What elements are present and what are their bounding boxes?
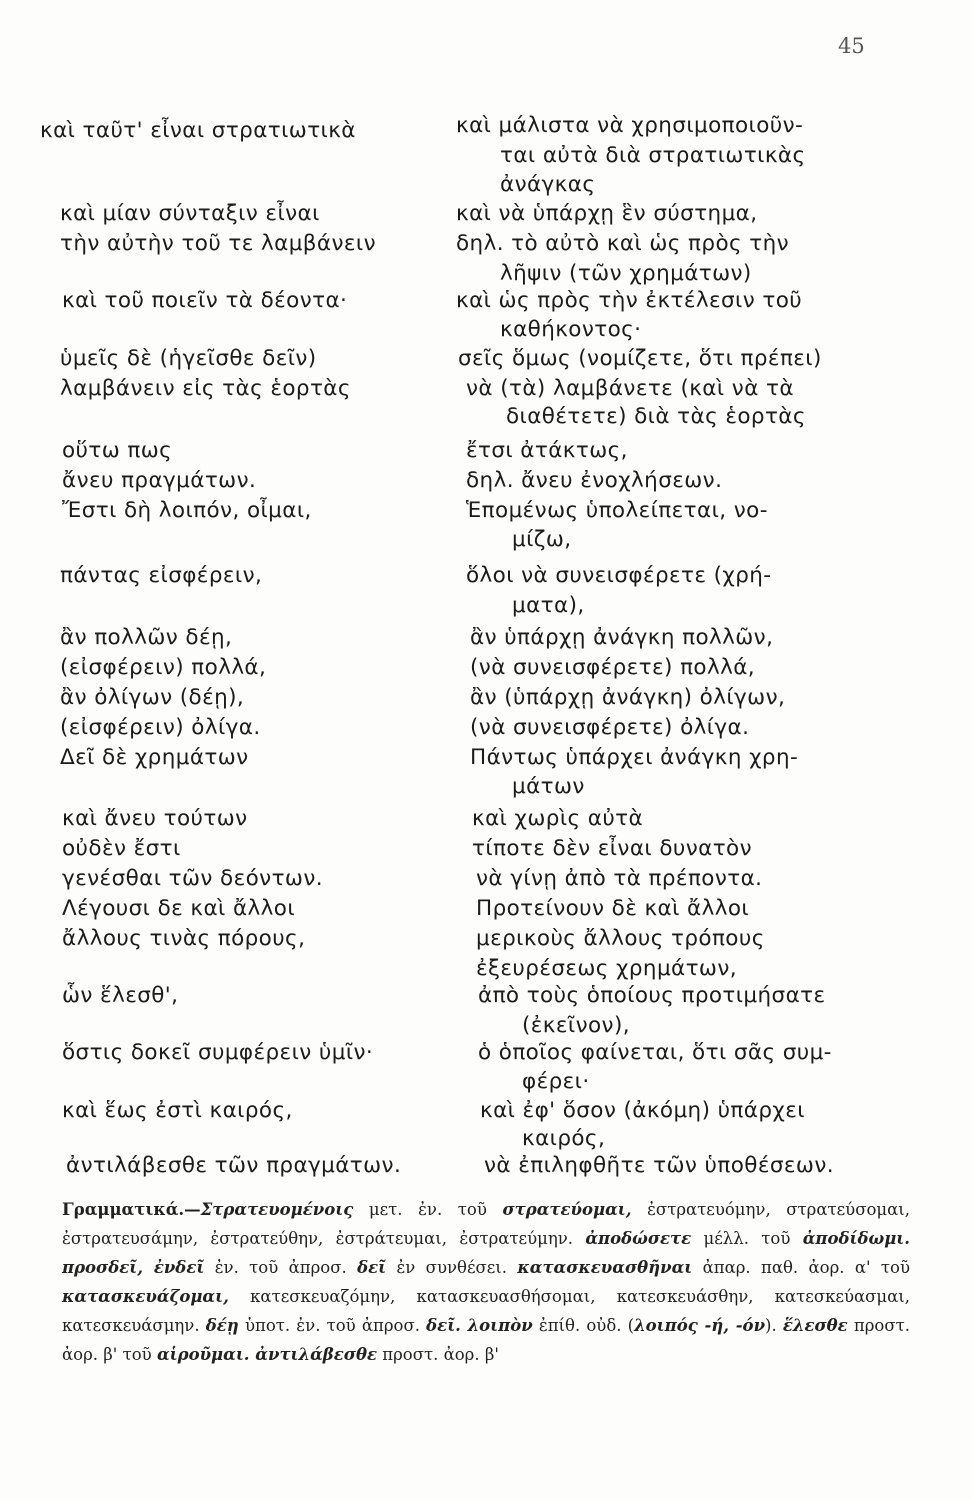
translation-line: (νὰ συνεισφέρετε) ὀλίγα. bbox=[470, 715, 750, 740]
ancient-text-line: ὧν ἕλεσθ', bbox=[62, 983, 179, 1008]
translation-line: ἀνάγκας bbox=[500, 172, 596, 197]
grammar-term: λοιπός -ή, -όν bbox=[634, 1316, 766, 1335]
translation-line: Ἑπομένως ὑπολείπεται, νο- bbox=[466, 498, 768, 523]
grammar-text: ἐπίθ. οὐδ. ( bbox=[532, 1316, 635, 1335]
page-number: 45 bbox=[838, 34, 865, 58]
grammar-term: Στρατευομένοις bbox=[200, 1200, 354, 1219]
translation-line: ἀπὸ τοὺς ὁποίους προτιμήσατε bbox=[478, 983, 826, 1008]
translation-line: ται αὐτὰ διὰ στρατιωτικὰς bbox=[500, 143, 806, 168]
translation-line: δηλ. ἄνευ ἐνοχλήσεων. bbox=[466, 468, 723, 493]
ancient-text-line: ἂν πολλῶν δέῃ, bbox=[60, 625, 233, 650]
grammar-text: ἐν. τοῦ ἀπροσ. bbox=[204, 1258, 358, 1277]
grammar-term: δεῖ bbox=[357, 1258, 387, 1277]
grammar-text: ἐστρατευόμην, στρατεύσομαι, ἐστρατευσάμην, ἐστρατεύθην, ἐστράτευμαι, ἐστρατεύμην. bbox=[62, 1200, 910, 1248]
ancient-text-line: (εἰσφέρειν) πολλά, bbox=[60, 655, 267, 680]
grammar-text: μετ. ἐν. τοῦ bbox=[353, 1200, 503, 1219]
ancient-text-line: γενέσθαι τῶν δεόντων. bbox=[62, 866, 323, 891]
ancient-text-line: καὶ τοῦ ποιεῖν τὰ δέοντα· bbox=[62, 288, 348, 313]
grammar-text: ἐν συνθέσει. bbox=[386, 1258, 518, 1277]
translation-line: καὶ ὡς πρὸς τὴν ἐκτέλεσιν τοῦ bbox=[456, 288, 803, 313]
ancient-text-line: ὅστις δοκεῖ συμφέρειν ὑμῖν· bbox=[62, 1040, 374, 1065]
translation-line: λῆψιν (τῶν χρημάτων) bbox=[500, 261, 752, 286]
translation-line: νὰ γίνῃ ἀπὸ τὰ πρέποντα. bbox=[476, 866, 763, 891]
translation-line: νὰ (τὰ) λαμβάνετε (καὶ νὰ τὰ bbox=[466, 376, 794, 401]
translation-line: ἂν ὑπάρχῃ ἀνάγκη πολλῶν, bbox=[470, 625, 774, 650]
translation-line: ἐξευρέσεως χρημάτων, bbox=[476, 956, 737, 981]
translation-line: καθήκοντος· bbox=[500, 317, 642, 342]
translation-line: καὶ χωρὶς αὐτὰ bbox=[472, 806, 644, 831]
translation-line: Προτείνουν δὲ καὶ ἄλλοι bbox=[476, 896, 750, 921]
ancient-text-line: ἂν ὀλίγων (δέῃ), bbox=[60, 685, 245, 710]
grammar-heading: Γραμματικά.— bbox=[62, 1200, 201, 1219]
ancient-text-line: ὑμεῖς δὲ (ἡγεῖσθε δεῖν) bbox=[60, 346, 317, 371]
ancient-text-line: ἄλλους τινὰς πόρους, bbox=[62, 926, 306, 951]
grammar-term: δεῖ. λοιπὸν bbox=[426, 1316, 533, 1335]
grammar-text: κατεσκευαζόμην, κατασκευασθήσομαι, κατεσκευάσθην, κατεσκεύασμαι, κατεσκευάσμην. bbox=[62, 1287, 910, 1335]
ancient-text-line: (εἰσφέρειν) ὀλίγα. bbox=[60, 715, 261, 740]
grammar-term: ἀποδώσετε bbox=[585, 1229, 692, 1248]
translation-line: μάτων bbox=[512, 774, 585, 799]
ancient-text-line: καὶ μίαν σύνταξιν εἶναι bbox=[60, 201, 320, 226]
translation-line: ἔτσι ἀτάκτως, bbox=[466, 438, 628, 463]
grammar-term: ἕλεσθε bbox=[782, 1316, 848, 1335]
grammar-text: μέλλ. τοῦ bbox=[691, 1229, 803, 1248]
translation-line: Πάντως ὑπάρχει ἀνάγκη χρη- bbox=[470, 745, 799, 770]
ancient-text-line: ἄνευ πραγμάτων. bbox=[62, 468, 257, 493]
translation-line: δηλ. τὸ αὐτὸ καὶ ὡς πρὸς τὴν bbox=[456, 231, 790, 256]
translation-line: ἂν (ὑπάρχῃ ἀνάγκη) ὀλίγων, bbox=[470, 685, 786, 710]
translation-line: ὁ ὁποῖος φαίνεται, ὅτι σᾶς συμ- bbox=[478, 1040, 832, 1065]
ancient-text-line: καὶ ταῦτ' εἶναι στρατιωτικὰ bbox=[40, 118, 356, 143]
grammar-term: δέῃ bbox=[205, 1316, 239, 1335]
ancient-text-line: καὶ ἕως ἐστὶ καιρός, bbox=[62, 1098, 293, 1123]
translation-line: τίποτε δὲν εἶναι δυνατὸν bbox=[472, 836, 753, 861]
translation-line: διαθέτετε) διὰ τὰς ἑορτὰς bbox=[506, 404, 806, 429]
ancient-text-line: καὶ ἄνευ τούτων bbox=[62, 806, 248, 831]
grammar-term: κατασκευάζομαι, bbox=[62, 1287, 229, 1306]
ancient-text-line: οὕτω πως bbox=[62, 438, 173, 463]
translation-line: μίζω, bbox=[512, 527, 572, 552]
grammar-text: προστ. ἀορ. β' τοῦ bbox=[62, 1316, 910, 1364]
translation-line: καὶ νὰ ὑπάρχῃ ἓν σύστημα, bbox=[456, 201, 758, 226]
grammar-term: κατασκευασθῆναι bbox=[517, 1258, 693, 1277]
grammar-text: ὑποτ. ἐν. τοῦ ἀπροσ. bbox=[238, 1316, 427, 1335]
grammar-term: στρατεύομαι, bbox=[502, 1200, 632, 1219]
translation-line: καιρός, bbox=[522, 1126, 606, 1151]
translation-line: ματα), bbox=[512, 593, 585, 618]
ancient-text-line: Δεῖ δὲ χρημάτων bbox=[60, 745, 249, 770]
grammar-notes bbox=[62, 1195, 910, 1369]
grammar-text: προστ. ἀορ. β' bbox=[376, 1345, 499, 1364]
grammar-term: αἱροῦμαι. ἀντιλάβεσθε bbox=[156, 1345, 377, 1364]
ancient-text-line: λαμβάνειν εἰς τὰς ἑορτὰς bbox=[60, 376, 351, 401]
translation-line: νὰ ἐπιληφθῆτε τῶν ὑποθέσεων. bbox=[484, 1153, 834, 1178]
translation-line: ὅλοι νὰ συνεισφέρετε (χρή- bbox=[466, 563, 772, 588]
ancient-text-line: Ἔστι δὴ λοιπόν, οἶμαι, bbox=[62, 498, 312, 523]
grammar-text: ἀπαρ. παθ. ἀορ. α' τοῦ bbox=[692, 1258, 911, 1277]
translation-line: καὶ ἐφ' ὅσον (ἀκόμη) ὑπάρχει bbox=[480, 1098, 805, 1123]
translation-line: (ἐκεῖνον), bbox=[522, 1013, 630, 1038]
ancient-text-line: τὴν αὐτὴν τοῦ τε λαμβάνειν bbox=[60, 231, 376, 256]
translation-line: (νὰ συνεισφέρετε) πολλά, bbox=[470, 655, 756, 680]
ancient-text-line: Λέγουσι δε καὶ ἄλλοι bbox=[62, 896, 295, 921]
translation-line: φέρει· bbox=[522, 1069, 590, 1094]
ancient-text-line: οὐδὲν ἔστι bbox=[62, 836, 181, 861]
ancient-text-line: ἀντιλάβεσθε τῶν πραγμάτων. bbox=[66, 1153, 402, 1178]
translation-line: μερικοὺς ἄλλους τρόπους bbox=[476, 926, 765, 951]
grammar-term: ἀποδίδωμι. προσδεῖ, ἐνδεῖ bbox=[62, 1229, 910, 1277]
translation-line: σεῖς ὅμως (νομίζετε, ὅτι πρέπει) bbox=[458, 346, 822, 371]
translation-line: καὶ μάλιστα νὰ χρησιμοποιοῦν- bbox=[456, 113, 804, 138]
grammar-text: ). bbox=[765, 1316, 783, 1335]
ancient-text-line: πάντας εἰσφέρειν, bbox=[60, 563, 263, 588]
grammar-body bbox=[62, 1200, 910, 1364]
